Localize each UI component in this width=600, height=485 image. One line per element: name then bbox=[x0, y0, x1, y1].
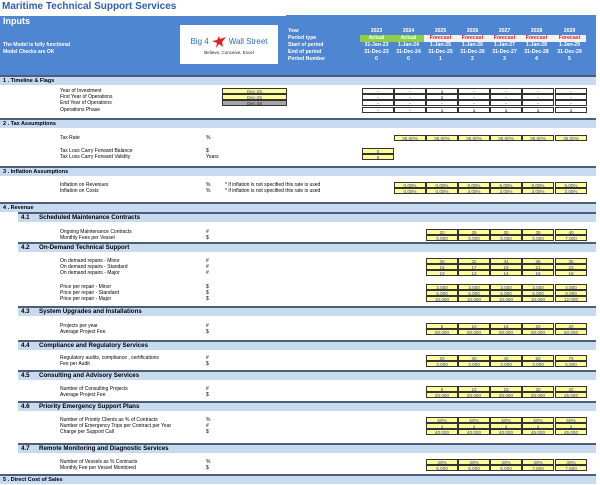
revenue-input-cell[interactable]: 20,000 bbox=[426, 392, 458, 398]
revenue-input-cell[interactable]: 30 bbox=[490, 229, 522, 235]
row-label: Charge per Support Call bbox=[60, 429, 114, 435]
subsection-number: 4.7 bbox=[21, 445, 30, 452]
revenue-input-cell[interactable]: 6,000 bbox=[522, 290, 554, 296]
inflation-cell[interactable]: 3.00% bbox=[458, 188, 490, 194]
revenue-input-cell[interactable]: 30% bbox=[458, 459, 490, 465]
period-type-cell: Actual bbox=[392, 35, 425, 42]
row-unit: # bbox=[206, 270, 209, 276]
end-of-period-cell: 31-Dec-23 bbox=[364, 49, 389, 55]
inflation-cell[interactable]: 0.00% bbox=[458, 182, 490, 188]
revenue-input-cell[interactable]: 40 bbox=[555, 229, 587, 235]
row-unit: $ bbox=[206, 296, 209, 302]
model-checks-status: Model Checks are OK bbox=[3, 49, 55, 55]
flag-cell: 1 bbox=[426, 107, 458, 113]
row-label: Tax Loss Carry Forward Validity bbox=[60, 154, 131, 160]
row-unit: $ bbox=[206, 429, 209, 435]
revenue-input-cell[interactable]: 50,000 bbox=[458, 329, 490, 335]
flag-cell: - bbox=[522, 100, 554, 106]
revenue-input-cell[interactable]: 50,000 bbox=[522, 329, 554, 335]
row-unit: $ bbox=[206, 329, 209, 335]
row-label: First Year of Operations bbox=[60, 94, 113, 100]
revenue-input-cell[interactable]: 10,000 bbox=[426, 296, 458, 302]
revenue-input-cell[interactable]: 3,000 bbox=[522, 361, 554, 367]
revenue-input-cell[interactable]: 3,000 bbox=[490, 361, 522, 367]
inflation-cell[interactable]: 0.00% bbox=[426, 188, 458, 194]
flag-cell: - bbox=[490, 88, 522, 94]
flag-cell: 1 bbox=[426, 88, 458, 94]
period-type-cell: Forecast bbox=[488, 35, 521, 42]
subsection-number: 4.2 bbox=[21, 244, 30, 251]
row-unit: Years bbox=[206, 154, 219, 160]
end-of-period-cell: 31-Dec-27 bbox=[492, 49, 517, 55]
flag-cell: - bbox=[555, 94, 587, 100]
sheet-title: Inputs bbox=[3, 16, 30, 26]
label-period-type: Period type bbox=[288, 35, 317, 41]
revenue-input-cell[interactable]: 10,000 bbox=[490, 296, 522, 302]
flag-cell: - bbox=[522, 94, 554, 100]
row-label: Average Project Fee bbox=[60, 392, 106, 398]
row-unit: # bbox=[206, 355, 209, 361]
inflation-cell[interactable]: 3.00% bbox=[490, 188, 522, 194]
row-label: Price per repair - Standard bbox=[60, 290, 119, 296]
row-label: On demand repairs - Major bbox=[60, 270, 120, 276]
revenue-input-cell[interactable]: 3,000 bbox=[458, 361, 490, 367]
row-unit: # bbox=[206, 423, 209, 429]
row-unit: % bbox=[206, 417, 211, 423]
year-cell: 2025 bbox=[434, 28, 447, 34]
flag-cell: - bbox=[362, 94, 394, 100]
start-of-period-cell: 1-Jan-29 bbox=[558, 42, 581, 48]
year-cell: 2023 bbox=[370, 28, 383, 34]
row-unit: $ bbox=[206, 392, 209, 398]
row-label: Price per repair - Minor bbox=[60, 284, 112, 290]
revenue-input-cell[interactable]: 1 bbox=[555, 423, 587, 429]
tax-loss-balance-cell[interactable]: 0 bbox=[362, 148, 394, 154]
subsection-title: System Upgrades and Installations bbox=[39, 308, 142, 315]
timeline-input-cell[interactable]: Dec-25 bbox=[222, 94, 287, 100]
revenue-input-cell[interactable]: 40,000 bbox=[426, 429, 458, 435]
eagle-icon bbox=[211, 35, 227, 49]
row-label: Fee per Audit bbox=[60, 361, 90, 367]
flag-cell: - bbox=[458, 94, 490, 100]
row-unit: $ bbox=[206, 284, 209, 290]
row-unit: # bbox=[206, 229, 209, 235]
period-number-cell: 3 bbox=[503, 56, 506, 62]
flag-cell: 1 bbox=[458, 107, 490, 113]
inflation-cell[interactable]: 3.00% bbox=[555, 188, 587, 194]
row-label: Number of Priority Clients as % of Contracts bbox=[60, 417, 158, 423]
revenue-input-cell[interactable]: 4,000 bbox=[555, 284, 587, 290]
period-type-cell: Forecast bbox=[456, 35, 489, 42]
revenue-input-cell[interactable]: 8,000 bbox=[555, 290, 587, 296]
row-label: Monthly Fees per Vessel bbox=[60, 235, 115, 241]
start-of-period-cell: 1-Jan-24 bbox=[397, 42, 420, 48]
period-type-cell: Forecast bbox=[553, 35, 586, 42]
start-of-period-cell: 1-Jan-26 bbox=[461, 42, 484, 48]
row-unit: # bbox=[206, 258, 209, 264]
revenue-input-cell[interactable]: 20 bbox=[555, 386, 587, 392]
revenue-input-cell[interactable]: 7,000 bbox=[555, 235, 587, 241]
revenue-input-cell[interactable]: 5,000 bbox=[458, 465, 490, 471]
row-label: Tax Rate bbox=[60, 135, 80, 141]
revenue-input-cell[interactable]: 10 bbox=[458, 323, 490, 329]
revenue-input-cell[interactable]: 25 bbox=[458, 229, 490, 235]
revenue-input-cell[interactable]: 6,000 bbox=[522, 235, 554, 241]
tax-rate-cell[interactable]: 35.00% bbox=[555, 135, 587, 141]
revenue-input-cell[interactable]: 20 bbox=[426, 355, 458, 361]
revenue-input-cell[interactable]: 3,000 bbox=[522, 284, 554, 290]
tax-rate-cell[interactable]: 35.00% bbox=[522, 135, 554, 141]
period-type-cell: Forecast bbox=[424, 35, 457, 42]
subsection-header bbox=[18, 212, 600, 222]
inflation-cell[interactable]: 0.00% bbox=[522, 182, 554, 188]
revenue-input-cell[interactable]: 20 bbox=[555, 323, 587, 329]
sheet-right-margin bbox=[596, 15, 600, 485]
revenue-input-cell[interactable]: 40 bbox=[490, 355, 522, 361]
subsection-number: 4.1 bbox=[21, 214, 30, 221]
row-label: End Year of Operations bbox=[60, 100, 112, 106]
start-of-period-cell: 1-Jan-27 bbox=[493, 42, 516, 48]
revenue-input-cell[interactable]: 21 bbox=[522, 264, 554, 270]
subsection-title: Priority Emergency Support Plans bbox=[39, 403, 140, 410]
revenue-input-cell[interactable]: 6,000 bbox=[426, 290, 458, 296]
tax-rate-cell[interactable]: 35.00% bbox=[394, 135, 426, 141]
subsection-header bbox=[18, 306, 600, 316]
flag-cell: - bbox=[394, 88, 426, 94]
revenue-input-cell[interactable]: 50% bbox=[522, 417, 554, 423]
row-label: Tax Loss Carry Forward Balance bbox=[60, 148, 133, 154]
section-header-direct-cost: 5 . Direct Cost of Sales bbox=[0, 474, 600, 484]
subsection-title: Scheduled Maintenance Contracts bbox=[39, 214, 141, 221]
revenue-input-cell[interactable]: 7,500 bbox=[555, 465, 587, 471]
revenue-input-cell[interactable]: 6,000 bbox=[490, 235, 522, 241]
section-header-revenue: 4 . Revenue bbox=[0, 202, 600, 212]
revenue-input-cell[interactable]: 6,000 bbox=[426, 235, 458, 241]
period-number-cell: 4 bbox=[535, 56, 538, 62]
revenue-input-cell[interactable]: 1 bbox=[522, 423, 554, 429]
row-unit: # bbox=[206, 386, 209, 392]
row-label: Projects per year bbox=[60, 323, 98, 329]
revenue-input-cell[interactable]: 50 bbox=[522, 355, 554, 361]
row-label: Ongoing Maintenance Contracts bbox=[60, 229, 132, 235]
revenue-input-cell[interactable]: 6,000 bbox=[490, 290, 522, 296]
row-label: Year of Investment bbox=[60, 88, 102, 94]
revenue-input-cell[interactable]: 6,000 bbox=[458, 290, 490, 296]
revenue-input-cell[interactable]: 50,000 bbox=[490, 329, 522, 335]
revenue-input-cell[interactable]: 3,000 bbox=[458, 284, 490, 290]
revenue-input-cell[interactable]: 1 bbox=[458, 423, 490, 429]
revenue-input-cell[interactable]: 5 bbox=[426, 323, 458, 329]
row-unit: % bbox=[206, 188, 211, 194]
section-header-inflation: 3 . Inflation Assumptions bbox=[0, 166, 600, 176]
row-note: * if inflation is not specified this rate is used bbox=[225, 188, 321, 194]
tax-rate-cell[interactable]: 35.00% bbox=[458, 135, 490, 141]
period-number-cell: 1 bbox=[439, 56, 442, 62]
flag-cell: - bbox=[555, 88, 587, 94]
revenue-input-cell[interactable]: 15 bbox=[490, 386, 522, 392]
row-unit: % bbox=[206, 182, 211, 188]
revenue-input-cell[interactable]: 30% bbox=[426, 459, 458, 465]
inflation-cell[interactable]: 0.00% bbox=[426, 182, 458, 188]
flag-cell: 1 bbox=[426, 94, 458, 100]
revenue-input-cell[interactable]: 14 bbox=[490, 270, 522, 276]
subsection-header bbox=[18, 340, 600, 350]
row-unit: $ bbox=[206, 235, 209, 241]
end-of-period-cell: 31-Dec-29 bbox=[557, 49, 582, 55]
revenue-input-cell[interactable]: 30 bbox=[426, 258, 458, 264]
revenue-input-cell[interactable]: 17 bbox=[458, 264, 490, 270]
row-unit: # bbox=[206, 264, 209, 270]
company-title: Maritime Technical Support Services bbox=[2, 1, 177, 12]
revenue-input-cell[interactable]: 10 bbox=[426, 270, 458, 276]
tax-rate-cell[interactable]: 35.00% bbox=[426, 135, 458, 141]
revenue-input-cell[interactable]: 3,000 bbox=[426, 361, 458, 367]
revenue-input-cell[interactable]: 5 bbox=[426, 386, 458, 392]
revenue-input-cell[interactable]: 40,000 bbox=[458, 429, 490, 435]
revenue-input-cell[interactable]: 19 bbox=[490, 264, 522, 270]
revenue-input-cell[interactable]: 45,000 bbox=[522, 429, 554, 435]
row-unit: $ bbox=[206, 148, 209, 154]
revenue-input-cell[interactable]: 5,000 bbox=[426, 465, 458, 471]
row-unit: $ bbox=[206, 290, 209, 296]
period-type-cell: Forecast bbox=[520, 35, 553, 42]
start-of-period-cell: 31-Jan-23 bbox=[364, 42, 389, 48]
revenue-input-cell[interactable]: 7,500 bbox=[522, 465, 554, 471]
revenue-input-cell[interactable]: 20,000 bbox=[522, 392, 554, 398]
subsection-number: 4.3 bbox=[21, 308, 30, 315]
flag-cell: - bbox=[362, 100, 394, 106]
label-year: Year bbox=[288, 28, 299, 34]
subsection-number: 4.6 bbox=[21, 403, 30, 410]
row-label: Number of Consulting Projects bbox=[60, 386, 128, 392]
flag-cell: - bbox=[458, 100, 490, 106]
revenue-input-cell[interactable]: 30% bbox=[490, 459, 522, 465]
end-of-period-cell: 31-Dec-28 bbox=[524, 49, 549, 55]
subsection-title: On-Demand Technical Support bbox=[39, 244, 130, 251]
revenue-input-cell[interactable]: 15 bbox=[490, 323, 522, 329]
revenue-input-cell[interactable]: 50% bbox=[490, 417, 522, 423]
flag-cell: 1 bbox=[555, 107, 587, 113]
year-cell: 2028 bbox=[530, 28, 543, 34]
revenue-input-cell[interactable]: 10 bbox=[458, 386, 490, 392]
subsection-number: 4.4 bbox=[21, 342, 30, 349]
period-number-cell: 0 bbox=[407, 56, 410, 62]
flag-cell: - bbox=[394, 107, 426, 113]
revenue-input-cell[interactable]: 34 bbox=[490, 258, 522, 264]
flag-cell: 1 bbox=[522, 107, 554, 113]
flag-cell: - bbox=[426, 100, 458, 106]
flag-cell: - bbox=[394, 94, 426, 100]
section-header-tax: 2 . Tax Assumptions bbox=[0, 118, 600, 128]
subsection-title: Remote Monitoring and Diagnostic Services bbox=[39, 445, 169, 452]
revenue-input-cell[interactable]: 60,000 bbox=[555, 329, 587, 335]
row-unit: % bbox=[206, 135, 211, 141]
row-label: Regulatory audits, compliance , certifications bbox=[60, 355, 159, 361]
period-number-cell: 5 bbox=[568, 56, 571, 62]
row-label: Monthly Fee per Vessel Monitored bbox=[60, 465, 136, 471]
flag-cell: - bbox=[490, 94, 522, 100]
row-unit: $ bbox=[206, 361, 209, 367]
revenue-input-cell[interactable]: 32 bbox=[458, 258, 490, 264]
revenue-input-cell[interactable]: 35 bbox=[522, 229, 554, 235]
revenue-input-cell[interactable]: 3,000 bbox=[426, 284, 458, 290]
row-label: Average Project Fee bbox=[60, 329, 106, 335]
revenue-input-cell[interactable]: 10,000 bbox=[458, 296, 490, 302]
revenue-input-cell[interactable]: 12,000 bbox=[555, 296, 587, 302]
revenue-input-cell[interactable]: 6,000 bbox=[458, 235, 490, 241]
flag-cell: - bbox=[362, 107, 394, 113]
flag-cell: - bbox=[522, 88, 554, 94]
revenue-input-cell[interactable]: 38 bbox=[555, 258, 587, 264]
period-number-cell: 2 bbox=[471, 56, 474, 62]
revenue-input-cell[interactable]: 5,000 bbox=[490, 465, 522, 471]
logo bbox=[180, 25, 278, 64]
revenue-input-cell[interactable]: 50% bbox=[426, 417, 458, 423]
start-of-period-cell: 1-Jan-28 bbox=[525, 42, 548, 48]
revenue-input-cell[interactable]: 20,000 bbox=[490, 392, 522, 398]
year-cell: 2027 bbox=[498, 28, 511, 34]
revenue-input-cell[interactable]: 16 bbox=[522, 270, 554, 276]
revenue-input-cell[interactable]: 20,000 bbox=[458, 392, 490, 398]
revenue-input-cell[interactable]: 30 bbox=[458, 355, 490, 361]
revenue-input-cell[interactable]: 1 bbox=[490, 423, 522, 429]
inflation-cell[interactable]: 3.00% bbox=[522, 188, 554, 194]
period-number-cell: 0 bbox=[375, 56, 378, 62]
subsection-header bbox=[18, 242, 600, 252]
logo-tagline: Believe, Conceive, Excel bbox=[204, 49, 254, 55]
revenue-input-cell[interactable]: 23 bbox=[555, 264, 587, 270]
tax-rate-cell[interactable]: 35.00% bbox=[490, 135, 522, 141]
model-status: The Model is fully functional bbox=[3, 42, 71, 48]
row-label: On demand repairs - Standard bbox=[60, 264, 128, 270]
revenue-input-cell[interactable]: 12 bbox=[458, 270, 490, 276]
subsection-header bbox=[18, 401, 600, 411]
year-cell: 2026 bbox=[466, 28, 479, 34]
row-unit: # bbox=[206, 323, 209, 329]
revenue-input-cell[interactable]: 1 bbox=[426, 423, 458, 429]
row-unit: % bbox=[206, 459, 211, 465]
revenue-input-cell[interactable]: 50% bbox=[555, 417, 587, 423]
revenue-input-cell[interactable]: 20 bbox=[522, 323, 554, 329]
label-period-number: Period Number bbox=[288, 56, 326, 62]
flag-cell: - bbox=[555, 100, 587, 106]
logo-brand-left: Big 4 bbox=[190, 37, 209, 46]
subsection-title: Consulting and Advisory Services bbox=[39, 372, 140, 379]
row-label: Price per repair - Major bbox=[60, 296, 112, 302]
revenue-input-cell[interactable]: 15 bbox=[426, 264, 458, 270]
year-cell: 2024 bbox=[402, 28, 415, 34]
revenue-input-cell[interactable]: 20 bbox=[426, 229, 458, 235]
end-of-period-cell: 31-Dec-25 bbox=[428, 49, 453, 55]
inflation-cell[interactable]: 0.00% bbox=[394, 188, 426, 194]
row-label: Number of Vessels as % Contracts bbox=[60, 459, 138, 465]
revenue-input-cell[interactable]: 45,000 bbox=[555, 429, 587, 435]
section-header-timeline: 1 . Timeline & Flags bbox=[0, 75, 600, 85]
year-cell: 2029 bbox=[563, 28, 576, 34]
row-unit: $ bbox=[206, 465, 209, 471]
inflation-cell[interactable]: 0.00% bbox=[394, 182, 426, 188]
revenue-input-cell[interactable]: 25,000 bbox=[555, 392, 587, 398]
timeline-input-cell: Dec-38 bbox=[222, 100, 287, 106]
label-start-of-period: Start of period bbox=[288, 42, 324, 48]
revenue-input-cell[interactable]: 40,000 bbox=[490, 429, 522, 435]
revenue-input-cell[interactable]: 3,000 bbox=[490, 284, 522, 290]
inflation-cell[interactable]: 5.00% bbox=[490, 182, 522, 188]
flag-cell: - bbox=[394, 100, 426, 106]
row-label: Operations Phase bbox=[60, 107, 101, 113]
label-end-of-period: End of period bbox=[288, 49, 322, 55]
row-label: Number of Emergency Trips per Contract per Year bbox=[60, 423, 172, 429]
period-type-cell: Actual bbox=[360, 35, 393, 42]
revenue-input-cell[interactable]: 30% bbox=[555, 459, 587, 465]
start-of-period-cell: 1-Jan-25 bbox=[429, 42, 452, 48]
revenue-input-cell[interactable]: 20 bbox=[522, 386, 554, 392]
revenue-input-cell[interactable]: 36 bbox=[522, 258, 554, 264]
timeline-input-cell[interactable]: Dec-25 bbox=[222, 88, 287, 94]
subsection-number: 4.5 bbox=[21, 372, 30, 379]
revenue-input-cell[interactable]: 75 bbox=[555, 355, 587, 361]
subsection-title: Compliance and Regulatory Services bbox=[39, 342, 149, 349]
row-note: * if inflation is not specified this rate is used bbox=[225, 182, 321, 188]
end-of-period-cell: 31-Dec-24 bbox=[396, 49, 421, 55]
row-label: Inflation on Revenues bbox=[60, 182, 109, 188]
end-of-period-cell: 31-Dec-26 bbox=[460, 49, 485, 55]
row-label: On demand repairs - Minor bbox=[60, 258, 120, 264]
revenue-input-cell[interactable]: 30% bbox=[522, 459, 554, 465]
subsection-header bbox=[18, 370, 600, 380]
inflation-cell[interactable]: 5.00% bbox=[555, 182, 587, 188]
flag-cell: - bbox=[490, 100, 522, 106]
flag-cell: 1 bbox=[490, 107, 522, 113]
revenue-input-cell[interactable]: 50% bbox=[458, 417, 490, 423]
tax-loss-validity-cell[interactable]: 5 bbox=[362, 154, 394, 160]
revenue-input-cell[interactable]: 10,000 bbox=[522, 296, 554, 302]
flag-cell: - bbox=[458, 88, 490, 94]
revenue-input-cell[interactable]: 50,000 bbox=[426, 329, 458, 335]
revenue-input-cell[interactable]: 5,000 bbox=[555, 361, 587, 367]
row-label: Inflation on Costs bbox=[60, 188, 99, 194]
logo-brand-right: Wall Street bbox=[228, 37, 268, 46]
revenue-input-cell[interactable]: 18 bbox=[555, 270, 587, 276]
flag-cell: - bbox=[362, 88, 394, 94]
subsection-header bbox=[18, 443, 600, 453]
